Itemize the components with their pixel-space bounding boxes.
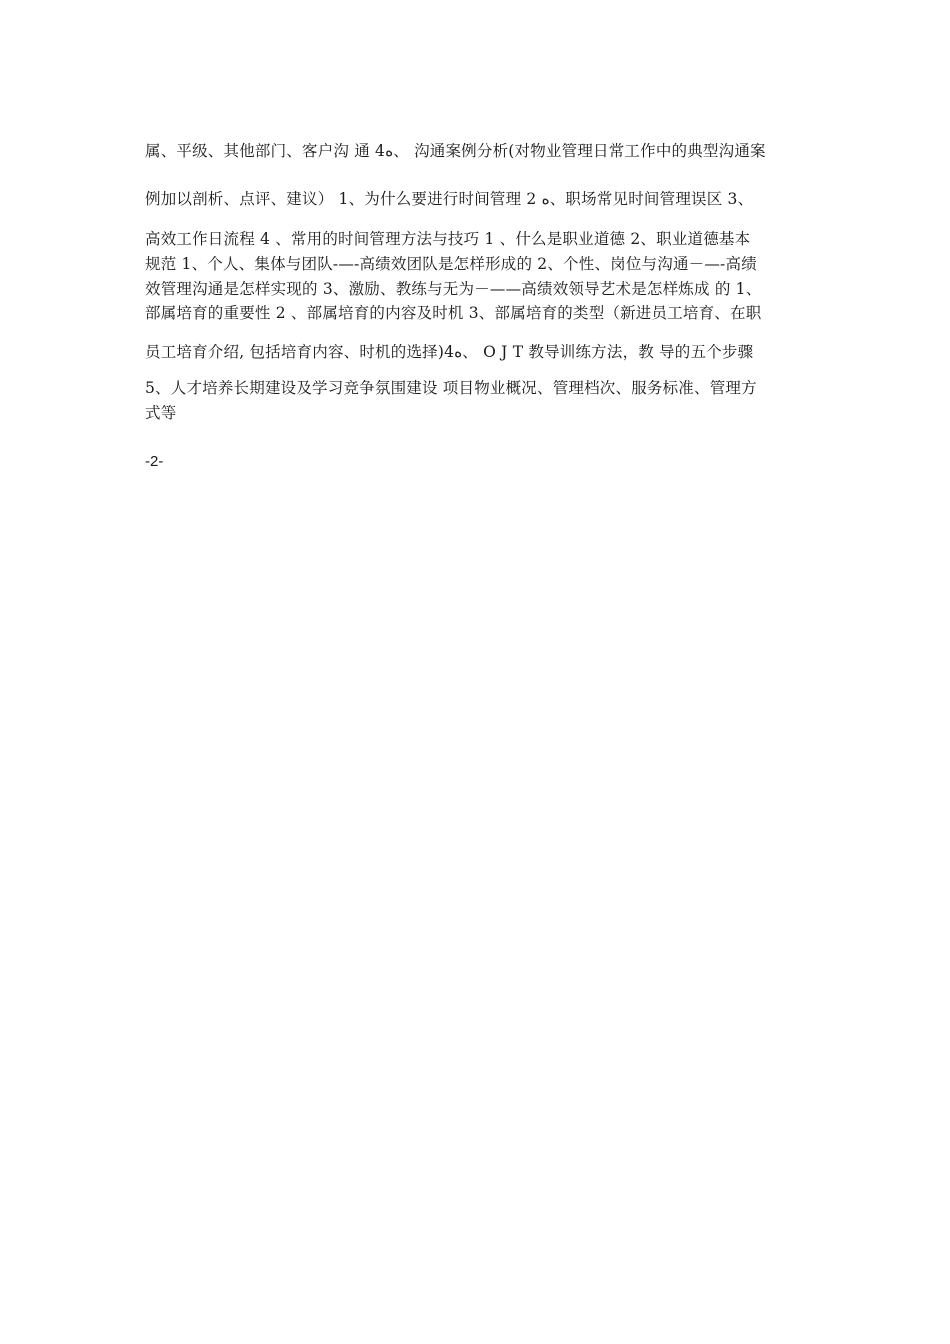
- body-text-line: 员工培育介绍, 包括培育内容、时机的选择)4ﻩ、 O J T 教导训练方法，教 导的五个步骤: [145, 343, 754, 361]
- body-text-line: 规范 1、个人、集体与团队-—-高绩效团队是怎样形成的 2、个性、岗位与沟通－—-高绩: [145, 255, 757, 273]
- body-text-line: 效管理沟通是怎样实现的 3、激励、教练与无为－——高绩效领导艺术是怎样炼成 的 1、: [145, 280, 762, 298]
- body-text-line: 属、平级、其他部门、客户沟 通 4ﻩ、 沟通案例分析(对物业管理日常工作中的典型沟通案: [145, 142, 766, 160]
- body-text-line: 高效工作日流程 4 、常用的时间管理方法与技巧 1 、什么是职业道德 2、职业道德基本: [145, 230, 751, 248]
- page-number: -2-: [145, 453, 164, 470]
- body-text-line: 5、人才培养长期建设及学习竞争氛围建设 项目物业概况、管理档次、服务标准、管理方: [145, 379, 757, 397]
- body-text-line: 例加以剖析、点评、建议） 1、为什么要进行时间管理 2 ﻩ、职场常见时间管理误区 3、: [145, 190, 754, 208]
- body-text-line: 部属培育的重要性 2 、部属培育的内容及时机 3、部属培育的类型（新进员工培育、在职: [145, 304, 762, 322]
- body-text-line: 式等: [145, 404, 177, 422]
